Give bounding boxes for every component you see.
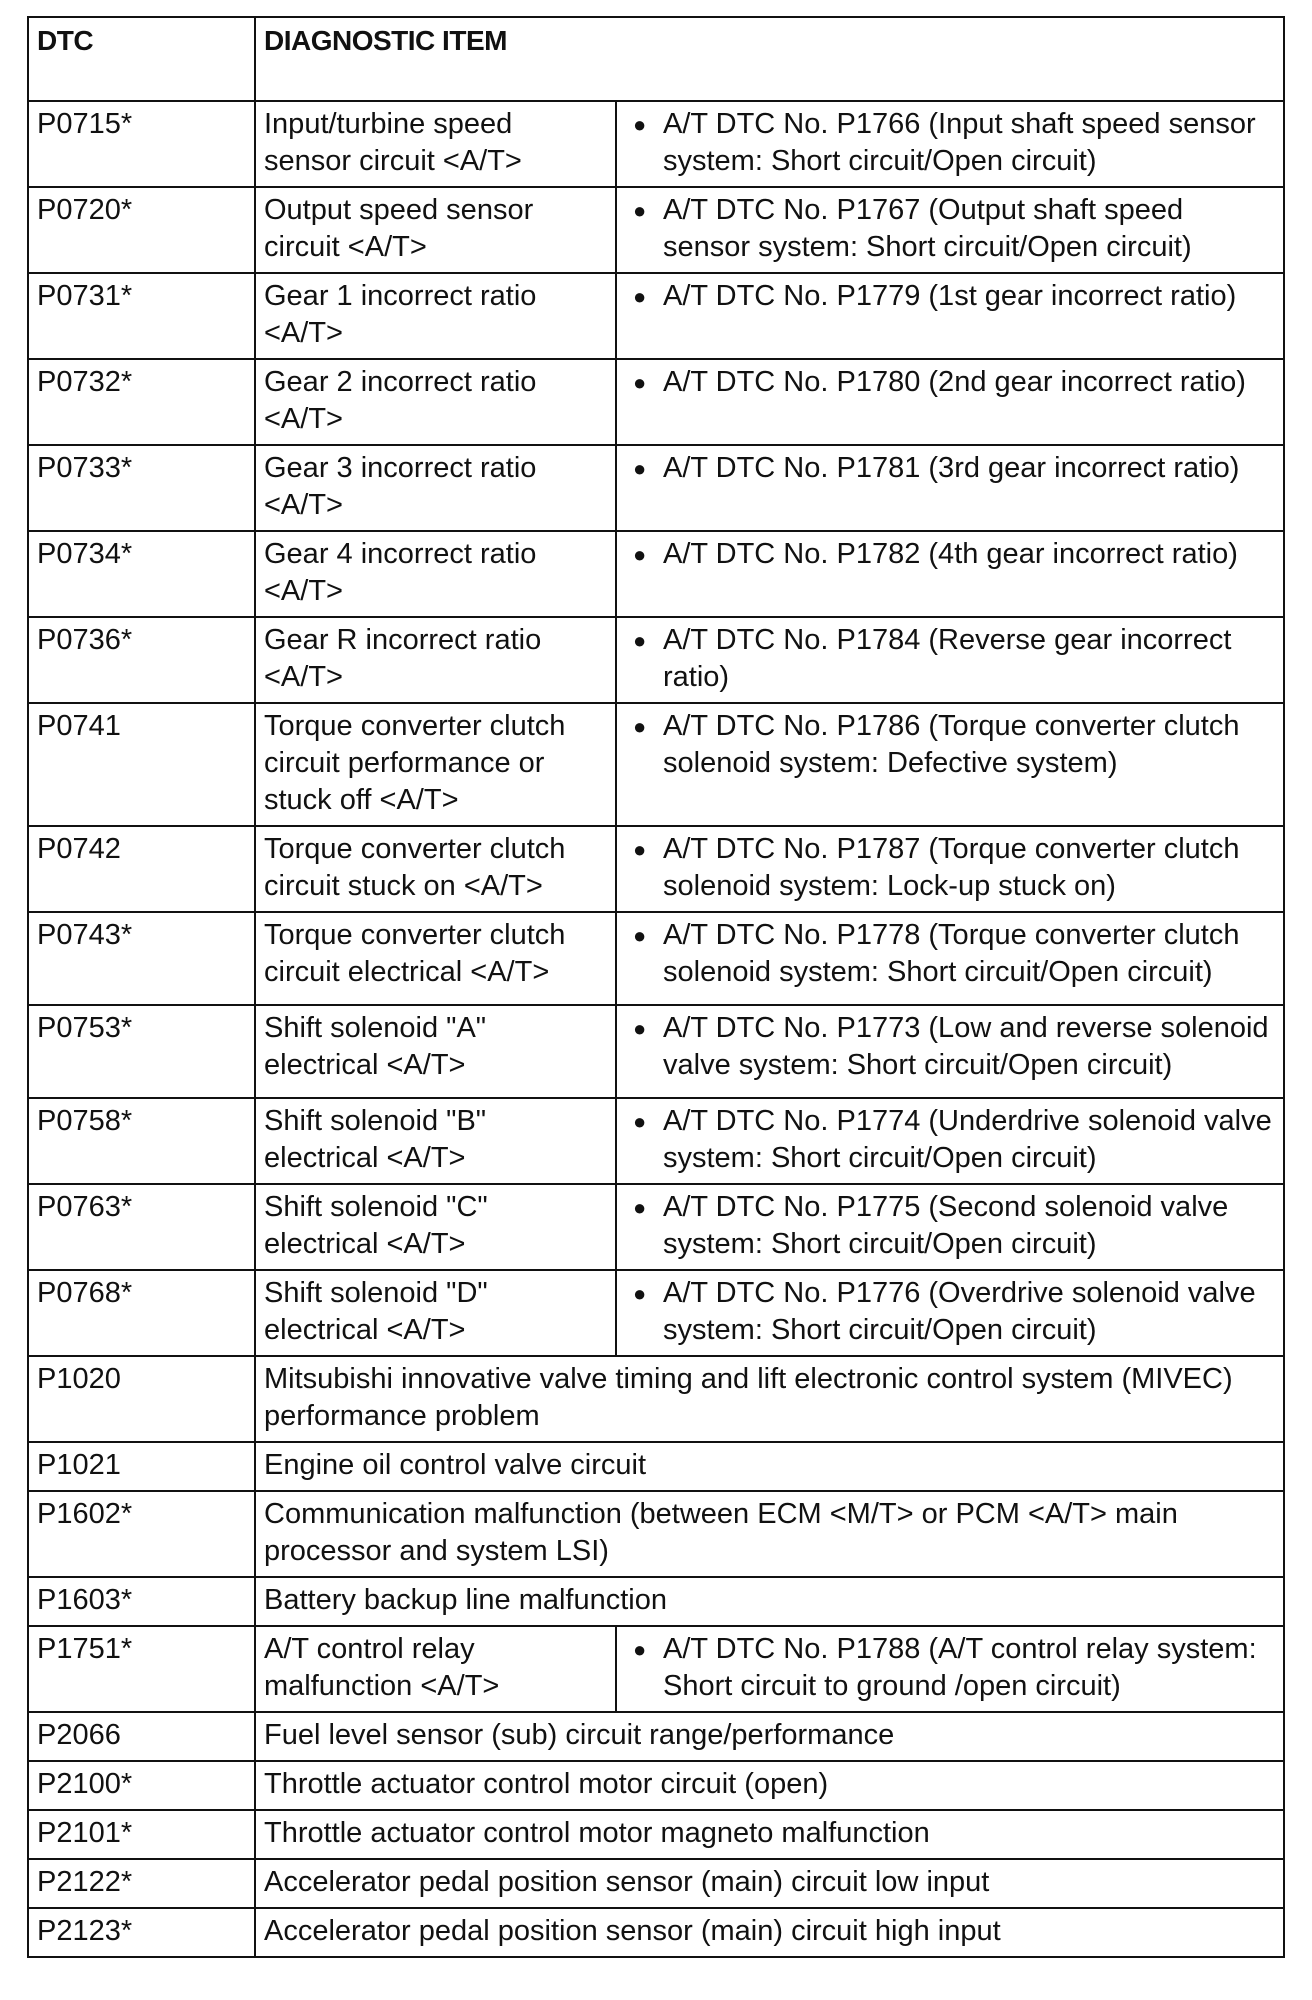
at-dtc-note-text: A/T DTC No. P1782 (4th gear incorrect ratio)	[663, 538, 1238, 570]
dtc-code: P0733*	[28, 445, 255, 531]
diagnostic-item: Throttle actuator control motor circuit (open)	[255, 1761, 1284, 1810]
diagnostic-item: Gear 4 incorrect ratio <A/T>	[255, 531, 616, 617]
table-row	[28, 1442, 1284, 1491]
at-dtc-note-text: A/T DTC No. P1780 (2nd gear incorrect ratio)	[663, 366, 1246, 398]
table-row	[28, 445, 1284, 531]
bullet-icon: ●	[633, 456, 647, 481]
bullet-icon: ●	[633, 923, 647, 948]
table-row	[28, 359, 1284, 445]
table-row	[28, 617, 1284, 703]
at-dtc-note	[616, 187, 1284, 273]
dtc-code: P2101*	[28, 1810, 255, 1859]
dtc-code: P0731*	[28, 273, 255, 359]
dtc-code: P0763*	[28, 1184, 255, 1270]
bullet-icon: ●	[633, 112, 647, 137]
table-row	[28, 1098, 1284, 1184]
at-dtc-note-text: A/T DTC No. P1781 (3rd gear incorrect ratio)	[663, 452, 1240, 484]
diagnostic-item: Communication malfunction (between ECM <M/T> or PCM <A/T> main processor and system LSI)	[255, 1491, 1284, 1577]
bullet-icon: ●	[633, 1637, 647, 1662]
table-row	[28, 1005, 1284, 1098]
dtc-code: P2122*	[28, 1859, 255, 1908]
diagnostic-item: Gear 1 incorrect ratio <A/T>	[255, 273, 616, 359]
dtc-code: P1020	[28, 1356, 255, 1442]
dtc-code: P1602*	[28, 1491, 255, 1577]
diagnostic-item: Gear 3 incorrect ratio <A/T>	[255, 445, 616, 531]
at-dtc-note	[616, 531, 1284, 617]
diagnostic-item: Accelerator pedal position sensor (main) circuit high input	[255, 1908, 1284, 1957]
table-row	[28, 1908, 1284, 1957]
bullet-icon: ●	[633, 837, 647, 862]
table-row	[28, 273, 1284, 359]
diagnostic-item: Engine oil control valve circuit	[255, 1442, 1284, 1491]
table-row	[28, 1270, 1284, 1356]
table-row	[28, 826, 1284, 912]
at-dtc-note	[616, 273, 1284, 359]
bullet-icon: ●	[633, 370, 647, 395]
at-dtc-note	[616, 912, 1284, 1005]
at-dtc-note-text: A/T DTC No. P1775 (Second solenoid valve system: Short circuit/Open circuit)	[663, 1191, 1229, 1260]
dtc-code: P2066	[28, 1712, 255, 1761]
dtc-code: P0753*	[28, 1005, 255, 1098]
diagnostic-item: Throttle actuator control motor magneto malfunction	[255, 1810, 1284, 1859]
table-row	[28, 1859, 1284, 1908]
at-dtc-note	[616, 445, 1284, 531]
table-row	[28, 101, 1284, 187]
table-row	[28, 1626, 1284, 1712]
table-row	[28, 1356, 1284, 1442]
at-dtc-note-text: A/T DTC No. P1774 (Underdrive solenoid valve system: Short circuit/Open circuit)	[663, 1105, 1272, 1174]
diagnostic-item: Fuel level sensor (sub) circuit range/performance	[255, 1712, 1284, 1761]
dtc-code: P0715*	[28, 101, 255, 187]
diagnostic-item: Shift solenoid "B" electrical <A/T>	[255, 1098, 616, 1184]
table-row	[28, 1184, 1284, 1270]
bullet-icon: ●	[633, 714, 647, 739]
diagnostic-item: Shift solenoid "C" electrical <A/T>	[255, 1184, 616, 1270]
at-dtc-note-text: A/T DTC No. P1786 (Torque converter clutch solenoid system: Defective system)	[663, 710, 1240, 779]
diagnostic-item: Accelerator pedal position sensor (main) circuit low input	[255, 1859, 1284, 1908]
header-diagnostic-item: DIAGNOSTIC ITEM	[255, 17, 1284, 101]
bullet-icon: ●	[633, 542, 647, 567]
bullet-icon: ●	[633, 284, 647, 309]
at-dtc-note-text: A/T DTC No. P1784 (Reverse gear incorrect ratio)	[663, 624, 1232, 693]
at-dtc-note	[616, 617, 1284, 703]
table-row	[28, 1761, 1284, 1810]
dtc-code: P1751*	[28, 1626, 255, 1712]
table-row	[28, 531, 1284, 617]
table-row	[28, 912, 1284, 1005]
dtc-code: P0741	[28, 703, 255, 826]
at-dtc-note-text: A/T DTC No. P1788 (A/T control relay system: Short circuit to ground /open circuit)	[663, 1633, 1257, 1702]
table-row	[28, 1491, 1284, 1577]
at-dtc-note-text: A/T DTC No. P1767 (Output shaft speed sensor system: Short circuit/Open circuit)	[663, 194, 1192, 263]
diagnostic-item: Torque converter clutch circuit stuck on <A/T>	[255, 826, 616, 912]
at-dtc-note	[616, 1005, 1284, 1098]
bullet-icon: ●	[633, 1016, 647, 1041]
at-dtc-note-text: A/T DTC No. P1766 (Input shaft speed sensor system: Short circuit/Open circuit)	[663, 108, 1256, 177]
dtc-code: P1021	[28, 1442, 255, 1491]
diagnostic-item: Shift solenoid "A" electrical <A/T>	[255, 1005, 616, 1098]
diagnostic-item: Gear 2 incorrect ratio <A/T>	[255, 359, 616, 445]
at-dtc-note	[616, 703, 1284, 826]
dtc-code: P0758*	[28, 1098, 255, 1184]
table-row	[28, 1810, 1284, 1859]
diagnostic-item: Torque converter clutch circuit performance or stuck off <A/T>	[255, 703, 616, 826]
dtc-code: P0736*	[28, 617, 255, 703]
at-dtc-note	[616, 101, 1284, 187]
dtc-code: P2100*	[28, 1761, 255, 1810]
dtc-code: P0732*	[28, 359, 255, 445]
bullet-icon: ●	[633, 628, 647, 653]
diagnostic-item: Battery backup line malfunction	[255, 1577, 1284, 1626]
at-dtc-note-text: A/T DTC No. P1773 (Low and reverse solenoid valve system: Short circuit/Open circuit)	[663, 1012, 1269, 1081]
table-body	[28, 101, 1284, 1957]
at-dtc-note	[616, 359, 1284, 445]
diagnostic-item: Input/turbine speed sensor circuit <A/T>	[255, 101, 616, 187]
diagnostic-item: A/T control relay malfunction <A/T>	[255, 1626, 616, 1712]
diagnostic-item: Gear R incorrect ratio <A/T>	[255, 617, 616, 703]
at-dtc-note-text: A/T DTC No. P1778 (Torque converter clutch solenoid system: Short circuit/Open circuit)	[663, 919, 1240, 988]
at-dtc-note-text: A/T DTC No. P1776 (Overdrive solenoid valve system: Short circuit/Open circuit)	[663, 1277, 1256, 1346]
table-row	[28, 187, 1284, 273]
dtc-table	[27, 16, 1285, 1958]
dtc-code: P0734*	[28, 531, 255, 617]
dtc-code: P0742	[28, 826, 255, 912]
bullet-icon: ●	[633, 1281, 647, 1306]
at-dtc-note-text: A/T DTC No. P1787 (Torque converter clutch solenoid system: Lock-up stuck on)	[663, 833, 1240, 902]
dtc-code: P0720*	[28, 187, 255, 273]
table-row	[28, 1712, 1284, 1761]
bullet-icon: ●	[633, 198, 647, 223]
at-dtc-note-text: A/T DTC No. P1779 (1st gear incorrect ratio)	[663, 280, 1237, 312]
diagnostic-item: Torque converter clutch circuit electrical <A/T>	[255, 912, 616, 1005]
at-dtc-note	[616, 1184, 1284, 1270]
diagnostic-item: Mitsubishi innovative valve timing and lift electronic control system (MIVEC) performance problem	[255, 1356, 1284, 1442]
dtc-code: P0768*	[28, 1270, 255, 1356]
at-dtc-note	[616, 1098, 1284, 1184]
table-row	[28, 703, 1284, 826]
at-dtc-note	[616, 826, 1284, 912]
dtc-code: P0743*	[28, 912, 255, 1005]
dtc-code: P2123*	[28, 1908, 255, 1957]
at-dtc-note	[616, 1270, 1284, 1356]
header-dtc: DTC	[28, 17, 255, 101]
dtc-code: P1603*	[28, 1577, 255, 1626]
table-header-row	[28, 17, 1284, 101]
bullet-icon: ●	[633, 1195, 647, 1220]
at-dtc-note	[616, 1626, 1284, 1712]
table-row	[28, 1577, 1284, 1626]
diagnostic-item: Shift solenoid "D" electrical <A/T>	[255, 1270, 616, 1356]
diagnostic-item: Output speed sensor circuit <A/T>	[255, 187, 616, 273]
bullet-icon: ●	[633, 1109, 647, 1134]
